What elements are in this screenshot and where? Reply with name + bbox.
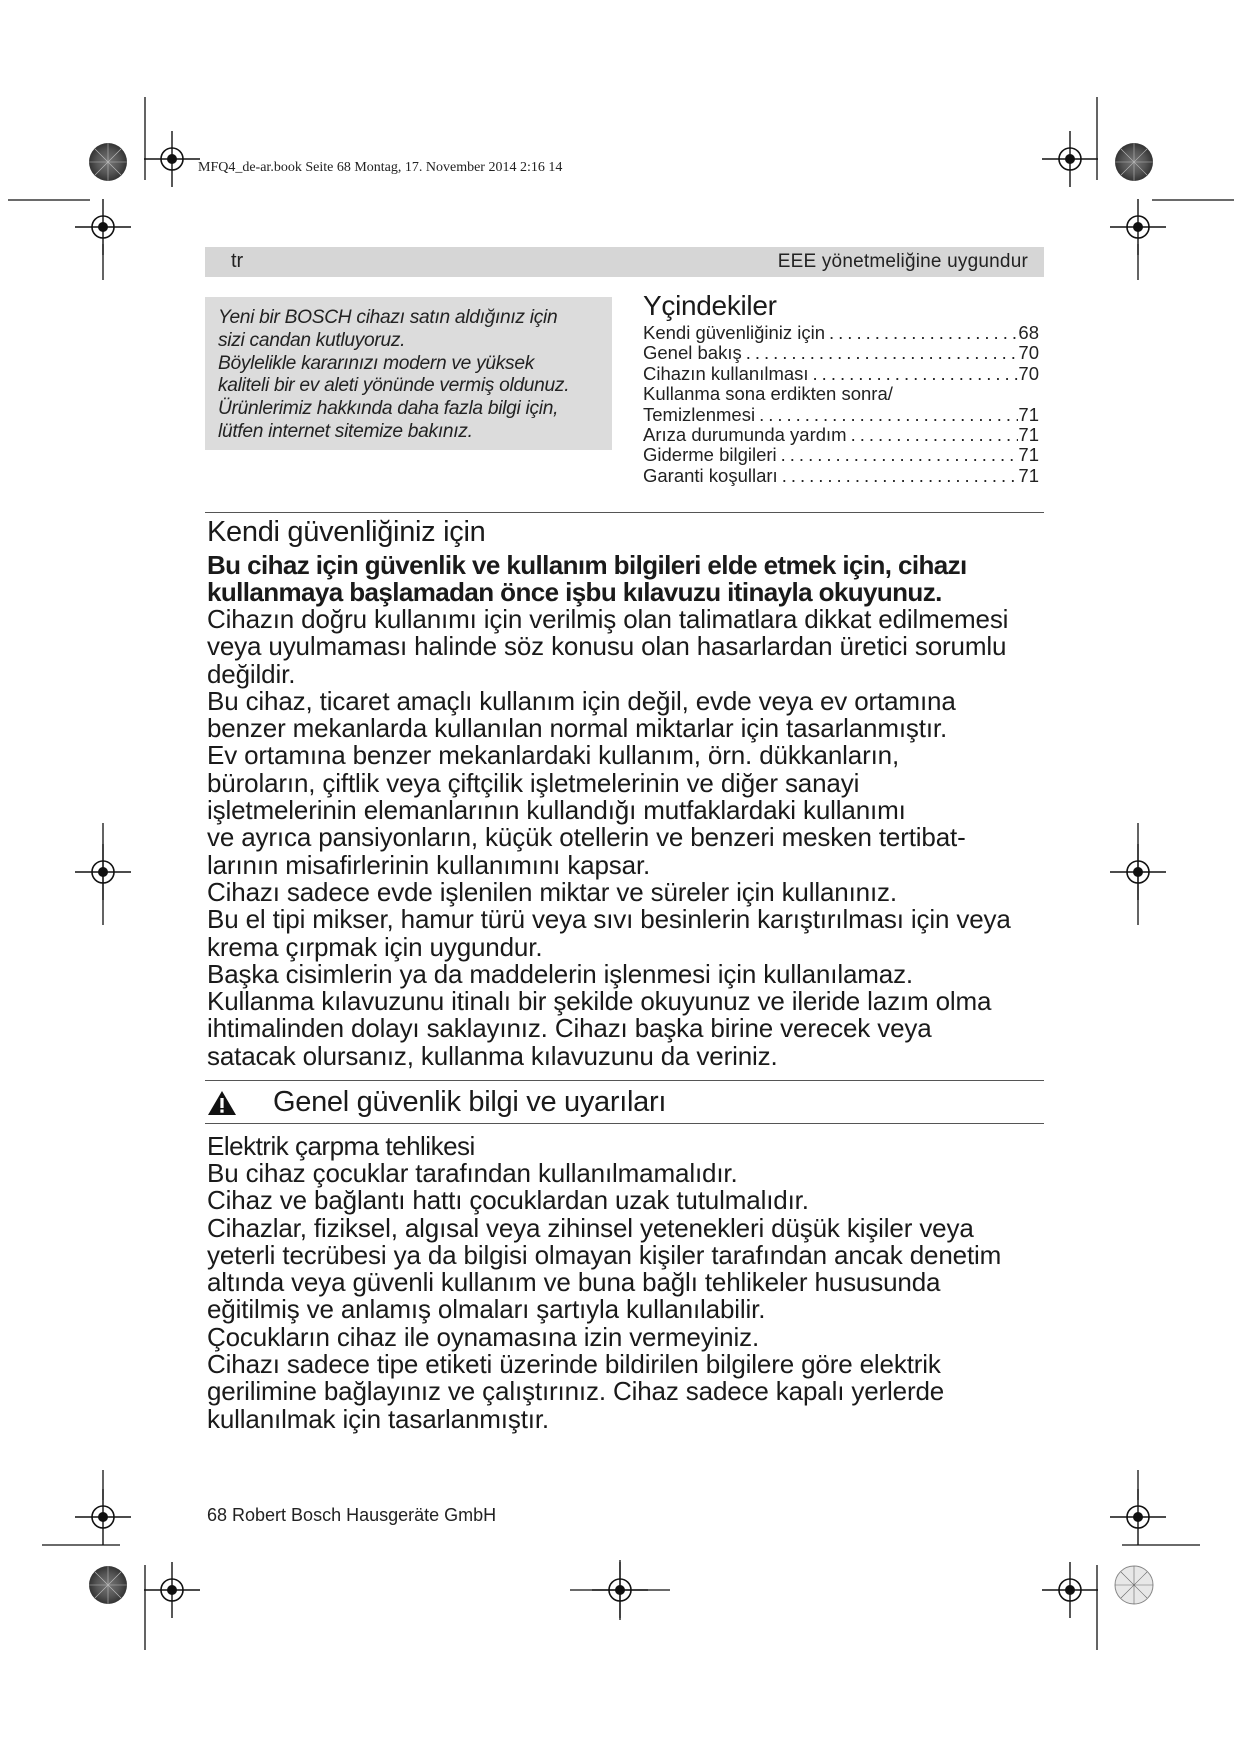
body-line: altında veya güvenli kullanım ve buna bağlı tehlikeler hususunda	[207, 1267, 941, 1298]
toc-entry-label: Temizlenmesi	[643, 403, 756, 425]
toc-entry[interactable]	[643, 384, 1039, 404]
toc-entry-page: 71	[1018, 464, 1039, 486]
body-line: Cihaz ve bağlantı hattı çocuklardan uzak tutulmalıdır.	[207, 1185, 809, 1216]
body-line: satacak olursanız, kullanma kılavuzunu da veriniz.	[207, 1040, 778, 1071]
toc-entry-page: 70	[1018, 342, 1039, 364]
page-footer: 68 Robert Bosch Hausgeräte GmbH	[207, 1505, 497, 1525]
body-line: ve ayrıca pansiyonların, küçük otellerin ve benzeri mesken tertibat-	[207, 822, 966, 853]
body-line: kullanılmak için tasarlanmıştır.	[207, 1403, 549, 1434]
toc-title: Yçindekiler	[643, 290, 777, 321]
lead-line: kullanmaya başlamadan önce işbu kılavuzu itinayla okuyunuz.	[207, 577, 942, 608]
toc-entry-page: 71	[1018, 403, 1039, 425]
toc-leader	[742, 343, 1019, 363]
toc-leader	[847, 425, 1019, 445]
body-line: krema çırpmak için uygundur.	[207, 931, 543, 962]
toc-leader	[777, 445, 1019, 465]
toc-entry[interactable]	[643, 466, 1039, 486]
intro-box	[205, 297, 612, 450]
toc-entry[interactable]	[643, 323, 1039, 343]
body-line: yeterli tecrübesi ya da bilgisi olmayan kişiler tarafından ancak denetim	[207, 1239, 1002, 1270]
table-of-contents	[643, 323, 1039, 486]
toc-entry[interactable]	[643, 364, 1039, 384]
intro-line: Böylelikle kararınızı modern ve yüksek	[218, 352, 534, 374]
toc-leader	[755, 405, 1018, 425]
body-line: Cihazı sadece evde işlenilen miktar ve süreler için kullanınız.	[207, 876, 897, 907]
language-code: tr	[231, 250, 244, 272]
body-line: larının misafirlerinin kullanımını kapsar.	[207, 849, 651, 880]
toc-leader	[778, 466, 1019, 486]
section-title-general-safety: Genel güvenlik bilgi ve uyarıları	[273, 1086, 667, 1118]
toc-entry[interactable]	[643, 445, 1039, 465]
page-header-bar	[205, 247, 1044, 277]
intro-line: Ürünlerimiz hakkında daha fazla bilgi için,	[218, 398, 559, 420]
body-line: gerilimine bağlayınız ve çalıştırınız. Cihaz sadece kapalı yerlerde	[207, 1376, 945, 1407]
body-line: eğitilmiş ve anlamış olmaları şartıyla kullanılabilir.	[207, 1294, 766, 1325]
body-line: Ev ortamına benzer mekanlardaki kullanım, örn. dükkanların,	[207, 740, 900, 771]
toc-entry-label: Genel bakış	[643, 342, 742, 364]
section-title-safety: Kendi güvenliğiniz için	[207, 516, 486, 548]
body-line: Cihazın doğru kullanımı için verilmiş olan talimatlara dikkat edilmemesi	[207, 604, 1009, 634]
toc-entry-page: 71	[1018, 424, 1039, 446]
warning-heading-row	[207, 1086, 666, 1119]
body-line: ihtimalinden dolayı saklayınız. Cihazı başka birine verecek veya	[207, 1013, 932, 1044]
toc-entry[interactable]	[643, 405, 1039, 425]
section-divider	[205, 512, 1044, 513]
body-line: büroların, çiftlik veya çiftçilik işletmelerinin ve diğer sanayi	[207, 767, 860, 798]
toc-leader	[825, 323, 1018, 343]
safety-lead-text	[207, 552, 967, 607]
body-line: Bu cihaz çocuklar tarafından kullanılmamalıdır.	[207, 1158, 738, 1188]
electric-safety-body-text	[207, 1160, 1067, 1433]
body-line: Bu cihaz, ticaret amaçlı kullanım için değil, evde veya ev ortamına	[207, 685, 956, 716]
body-line: değildir.	[207, 658, 296, 689]
toc-entry-label: Arıza durumunda yardım	[643, 424, 847, 446]
intro-text	[218, 307, 608, 444]
toc-entry[interactable]	[643, 343, 1039, 363]
intro-line: Yeni bir BOSCH cihazı satın aldığınız için	[218, 307, 558, 328]
toc-entry-page: 68	[1018, 322, 1039, 343]
toc-entry-label: Kendi güvenliğiniz için	[643, 322, 826, 343]
safety-body-text	[207, 606, 1067, 1070]
subsection-title-electric-shock: Elektrik çarpma tehlikesi	[207, 1131, 475, 1161]
body-line: Bu el tipi mikser, hamur türü veya sıvı besinlerin karıştırılması için veya	[207, 904, 1011, 935]
header-compliance-note: EEE yönetmeliğine uygundur	[777, 251, 1028, 272]
body-line: işletmelerinin elemanlarının kullandığı mutfaklardaki kullanımı	[207, 795, 906, 826]
lead-line: Bu cihaz için güvenlik ve kullanım bilgileri elde etmek için, cihazı	[207, 550, 967, 580]
intro-line: sizi candan kutluyoruz.	[218, 329, 406, 351]
toc-leader	[809, 364, 1019, 384]
toc-entry-page: 71	[1018, 444, 1039, 466]
body-line: benzer mekanlarda kullanılan normal miktarlar için tasarlanmıştır.	[207, 713, 948, 744]
toc-entry[interactable]	[643, 425, 1039, 445]
body-line: Çocukların cihaz ile oynamasına izin vermeyiniz.	[207, 1321, 760, 1352]
body-line: Cihazlar, fiziksel, algısal veya zihinsel yetenekleri düşük kişiler veya	[207, 1212, 974, 1243]
section-divider	[205, 1123, 1044, 1124]
toc-entry-label: Cihazın kullanılması	[643, 362, 809, 384]
toc-entry-label: Kullanma sona erdikten sonra/	[643, 383, 893, 405]
toc-entry-label: Garanti koşulları	[643, 464, 778, 486]
intro-line: lütfen internet sitemize bakınız.	[218, 420, 473, 442]
toc-entry-page: 70	[1018, 362, 1039, 384]
body-line: Cihazı sadece tipe etiketi üzerinde bildirilen bilgilere göre elektrik	[207, 1349, 941, 1380]
toc-entry-label: Giderme bilgileri	[643, 444, 777, 466]
body-line: Kullanma kılavuzunu itinalı bir şekilde okuyunuz ve ileride lazım olma	[207, 986, 992, 1017]
section-divider	[205, 1080, 1044, 1081]
book-imprint: MFQ4_de-ar.book Seite 68 Montag, 17. November 2014 2:16 14	[198, 160, 563, 175]
warning-triangle-icon	[207, 1090, 237, 1116]
body-line: Başka cisimlerin ya da maddelerin işlenmesi için kullanılamaz.	[207, 958, 913, 989]
intro-line: kaliteli bir ev aleti yönünde vermiş oldunuz.	[218, 375, 570, 397]
body-line: veya uyulmaması halinde söz konusu olan hasarlardan üretici sorumlu	[207, 631, 1007, 662]
